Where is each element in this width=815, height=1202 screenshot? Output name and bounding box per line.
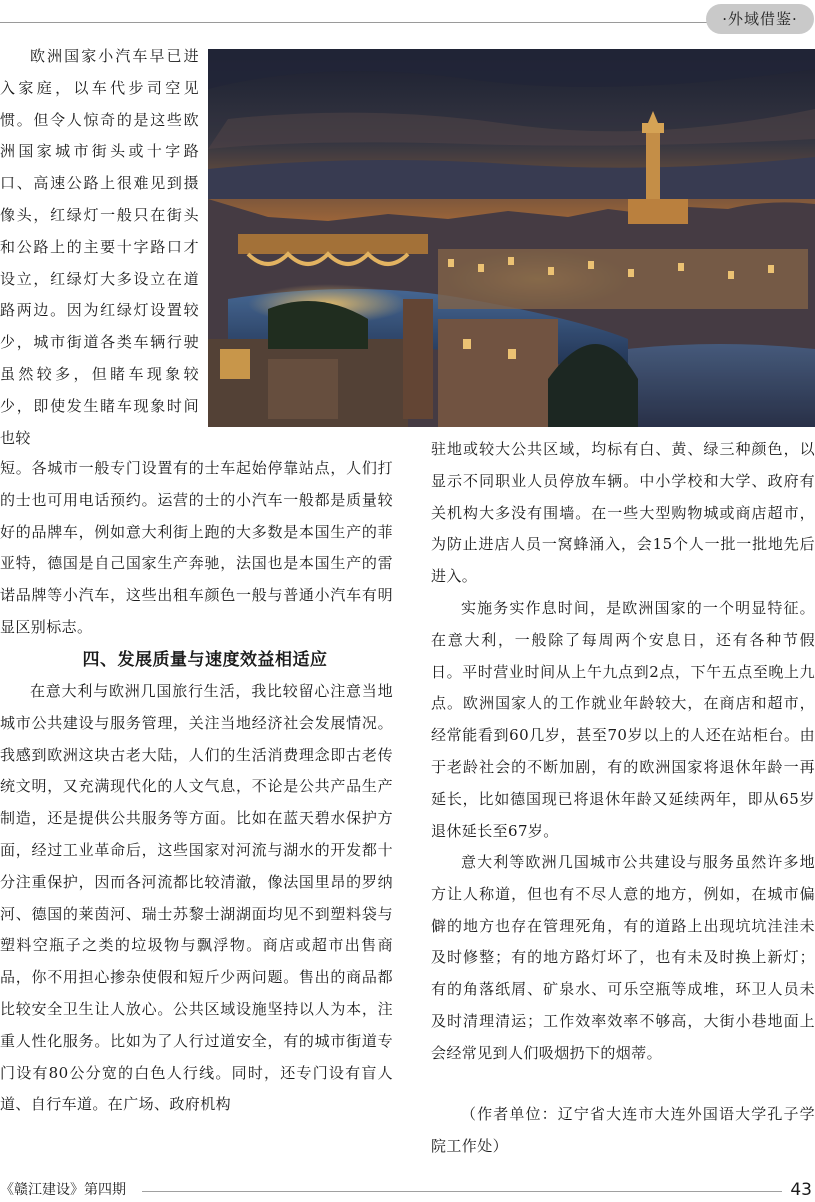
city-night-photo (208, 49, 815, 427)
header-rule (0, 22, 708, 23)
quality-paragraph: 在意大利与欧洲几国旅行生活，我比较留心注意当地城市公共建设与服务管理，关注当地经济社会发展情况。我感到欧洲这块古老大陆，人们的生活消费理念即古老传统文明，又充满现代化的人文气息，不论是公共产品生产制造，还是提供公共服务等方面。比如在蓝天碧水保护方面，经过工业革命后，这些国家对河流与湖水的开发都十分注重保护，因而各河流都比较清澈，像法国里昂的罗纳河、德国的莱茵河、瑞士苏黎士湖湖面均见不到塑料袋与塑料空瓶子之类的垃圾物与飘浮物。商店或超市出售商品，你不用担心掺杂使假和短斤少两问题。售出的商品都比较安全卫生让人放心。公共区域设施坚持以人为本，注重人性化服务。比如为了人行过道安全，有的城市街道专门设有80公分宽的白色人行线。同时，还专门设有盲人道、自行车道。在广场、政府机构 (0, 682, 393, 1114)
footer-rule (142, 1191, 782, 1192)
florence-panorama-image (208, 49, 815, 427)
page-number: 43 (790, 1180, 812, 1200)
column-badge: ·外域借鉴· (706, 4, 814, 34)
taxi-paragraph: 短。各城市一般专门设置有的士车起始停靠站点，人们打的士也可用电话预约。运营的士的小汽车一般都是质量较好的品牌车，例如意大利街上跑的大多数是本国生产的菲亚特，德国是自己国家生产奔驰，法国也是本国生产的雷诺品牌等小汽车，这些出租车颜色一般与普通小汽车有明显区别标志。 (0, 459, 393, 636)
section-heading: 四、发展质量与速度效益相适应 (82, 650, 328, 670)
continuation-paragraph: 驻地或较大公共区域，均标有白、黄、绿三种颜色，以显示不同职业人员停放车辆。中小学校和大学、政府有关机构大多没有围墙。在一些大型购物城或商店超市，为防止进店人员一窝蜂涌入，会15个人一批一批地先后进入。 (431, 440, 815, 586)
journal-name: 《赣江建设》第四期 (0, 1182, 126, 1198)
worktime-paragraph: 实施务实作息时间，是欧洲国家的一个明显特征。在意大利，一般除了每周两个安息日，还有各种节假日。平时营业时间从上午九点到2点，下午五点至晚上九点。欧洲国家人的工作就业年龄较大，在商店和超市，经常能看到60几岁，甚至70岁以上的人还在站柜台。由于老龄社会的不断加剧，有的欧洲国家将退休年龄一再延长，比如德国现已将退休年龄又延续两年，即从65岁退休延长至67岁。 (431, 599, 815, 840)
author-affiliation: （作者单位：辽宁省大连市大连外国语大学孔子学院工作处） (431, 1105, 815, 1155)
intro-paragraph: 欧洲国家小汽车早已进入家庭，以车代步司空见惯。但令人惊奇的是这些欧洲国家城市街头或十字路口、高速公路上很难见到摄像头，红绿灯一般只在街头和公路上的主要十字路口才设立，红绿灯大多设立在道路两边。因为红绿灯设置较少，城市街道各类车辆行驶虽然较多，但睹车现象较少，即使发生睹车现象时间也较 (0, 47, 199, 447)
issues-paragraph: 意大利等欧洲几国城市公共建设与服务虽然许多地方让人称道，但也有不尽人意的地方，例如，在城市偏僻的地方也存在管理死角，有的道路上出现坑坑洼洼未及时修整；有的地方路灯坏了，也有未及时换上新灯；有的角落纸屑、矿泉水、可乐空瓶等成堆，环卫人员未及时清理清运；工作效率效率不够高，大街小巷地面上会经常见到人们吸烟扔下的烟蒂。 (431, 853, 815, 1062)
